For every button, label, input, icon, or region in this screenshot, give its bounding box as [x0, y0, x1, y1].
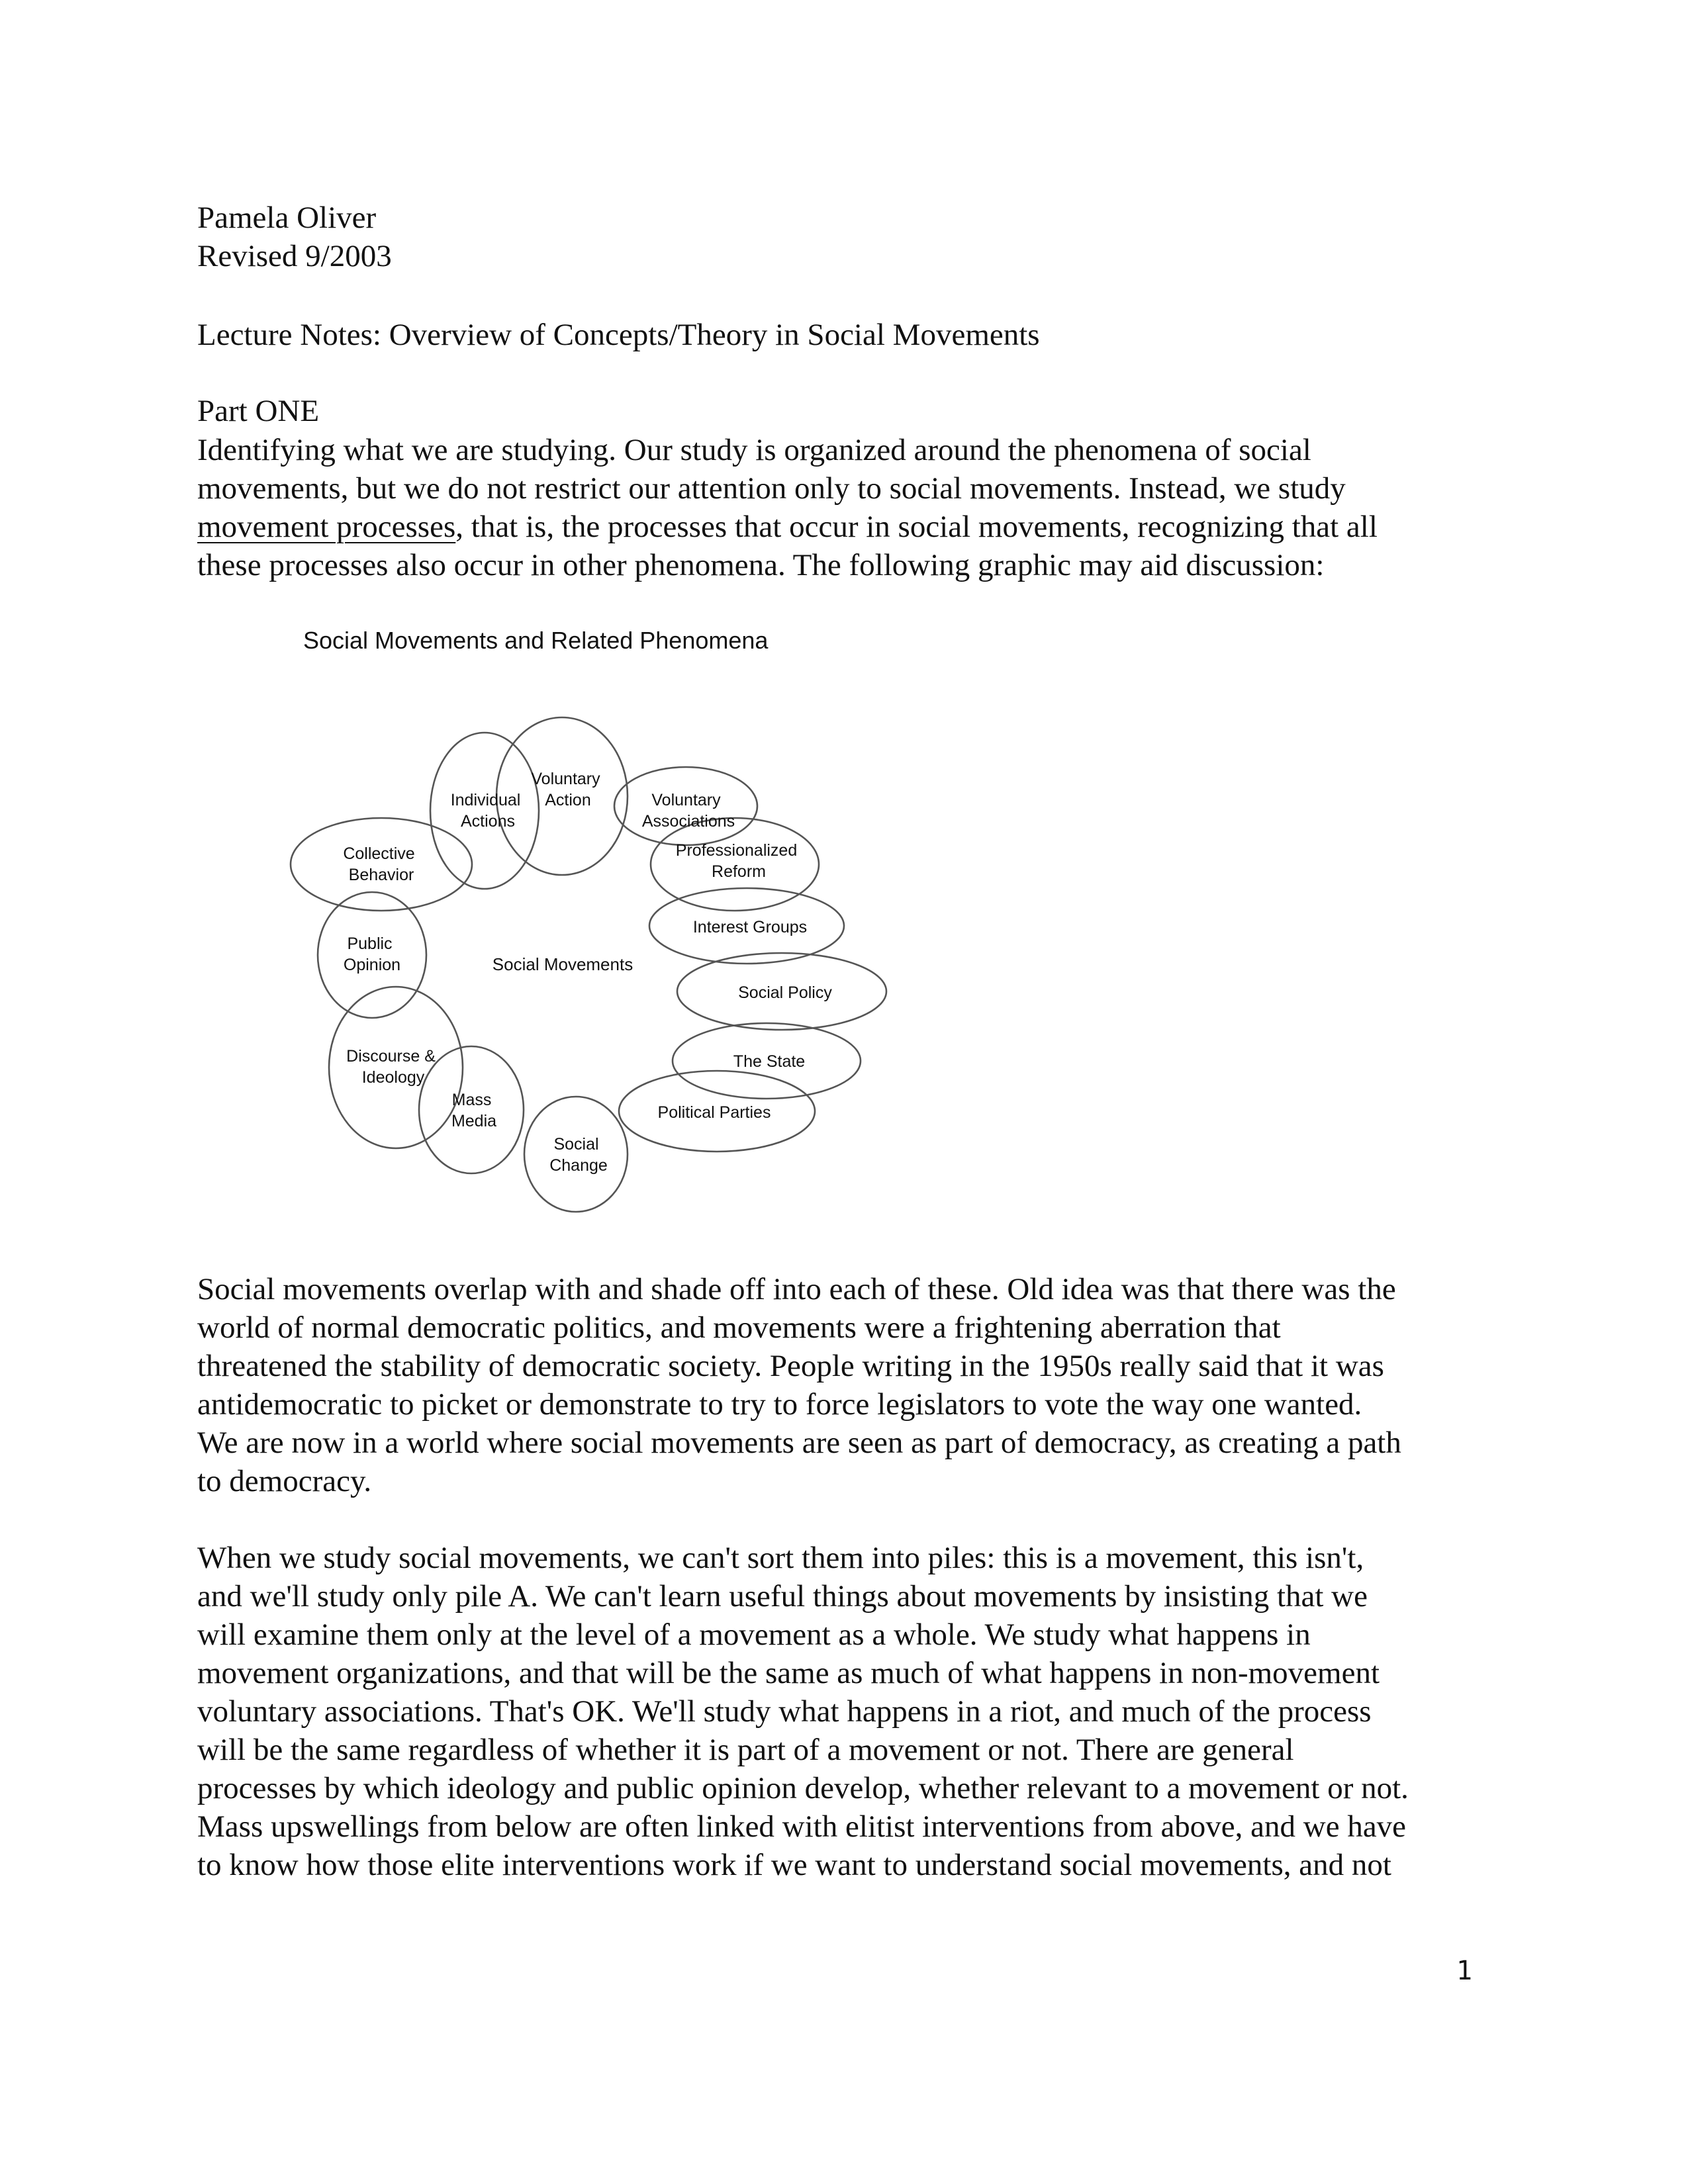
- paragraph2-line-1: When we study social movements, we can't sort them into piles: this is a movement, this isn't,: [197, 1541, 1364, 1575]
- label-voluntary-associations: Voluntary Associations: [641, 791, 735, 831]
- paragraph1-line-4: antidemocratic to picket or demonstrate to try to force legislators to vote the way one wanted.: [197, 1387, 1362, 1422]
- node-ellipse-social-change: [524, 1097, 628, 1212]
- intro-line-3-rest: , that is, the processes that occur in social movements, recognizing that all: [455, 510, 1378, 544]
- node-ellipse-professionalized-reform: [651, 818, 819, 911]
- paragraph2-line-8: Mass upswellings from below are often linked with elitist interventions from above, and we have: [197, 1809, 1407, 1844]
- label-discourse-ideology: Discourse & Ideology: [346, 1047, 436, 1087]
- paragraph1-line-1: Social movements overlap with and shade off into each of these. Old idea was that there was the: [197, 1272, 1396, 1306]
- paragraph2-line-3: will examine them only at the level of a movement as a whole. We study what happens in: [197, 1617, 1311, 1652]
- node-ellipse-political-parties: [619, 1071, 815, 1152]
- author-name: Pamela Oliver: [197, 201, 377, 235]
- paragraph2-line-5: voluntary associations. That's OK. We'll study what happens in a riot, and much of the process: [197, 1694, 1372, 1729]
- diagram-center-label: Social Movements: [492, 954, 633, 974]
- revision-date: Revised 9/2003: [197, 239, 392, 273]
- node-ellipse-social-policy: [677, 953, 886, 1030]
- node-ellipse-voluntary-action: [496, 717, 628, 875]
- label-individual-actions: Individual Actions: [450, 791, 521, 831]
- node-ellipse-mass-media: [419, 1046, 524, 1173]
- node-ellipse-interest-groups: [649, 888, 844, 964]
- label-the-state: The State: [733, 1052, 806, 1071]
- label-voluntary-action: Voluntary Action: [531, 770, 600, 809]
- label-interest-groups: Interest Groups: [692, 918, 808, 936]
- node-ellipse-voluntary-associations: [614, 767, 757, 845]
- part-heading: Part ONE: [197, 394, 320, 428]
- node-ellipse-the-state: [673, 1023, 861, 1099]
- paragraph2-line-4: movement organizations, and that will be the same as much of what happens in non-movement: [197, 1656, 1380, 1690]
- label-social-policy: Social Policy: [738, 983, 832, 1002]
- intro-line-3: [197, 512, 1378, 543]
- label-political-parties: Political Parties: [657, 1103, 771, 1122]
- document-title: Lecture Notes: Overview of Concepts/Theory in Social Movements: [197, 318, 1040, 352]
- intro-line-1: Identifying what we are studying. Our study is organized around the phenomena of social: [197, 433, 1311, 467]
- underlined-term: movement processes: [197, 510, 456, 544]
- node-ellipse-public-opinion: [318, 892, 426, 1018]
- paragraph2-line-9: to know how those elite interventions work if we want to understand social movements, and not: [197, 1848, 1391, 1882]
- paragraph1-line-5: We are now in a world where social movements are seen as part of democracy, as creating a path: [197, 1426, 1401, 1460]
- label-collective-behavior: Collective Behavior: [343, 844, 415, 884]
- label-public-opinion: Public Opinion: [343, 934, 401, 974]
- intro-line-2: movements, but we do not restrict our attention only to social movements. Instead, we study: [197, 471, 1346, 506]
- intro-line-4: these processes also occur in other phenomena. The following graphic may aid discussion:: [197, 548, 1325, 582]
- paragraph2-line-7: processes by which ideology and public opinion develop, whether relevant to a movement or not.: [197, 1771, 1409, 1805]
- label-mass-media: Mass Media: [451, 1091, 497, 1130]
- label-professionalized-reform: Professionalized Reform: [675, 841, 798, 881]
- page-number: 1: [1456, 1956, 1473, 1986]
- node-ellipse-individual-actions: [430, 733, 539, 889]
- label-social-change: Social Change: [549, 1135, 608, 1175]
- paragraph2-line-2: and we'll study only pile A. We can't learn useful things about movements by insisting that we: [197, 1579, 1368, 1614]
- diagram-title: Social Movements and Related Phenomena: [303, 627, 769, 654]
- paragraph2-line-6: will be the same regardless of whether it is part of a movement or not. There are general: [197, 1733, 1294, 1767]
- node-ellipse-collective-behavior: [291, 818, 472, 911]
- paragraph1-line-2: world of normal democratic politics, and movements were a frightening aberration that: [197, 1310, 1281, 1345]
- paragraph1-line-6: to democracy.: [197, 1464, 372, 1498]
- node-ellipse-discourse-ideology: [329, 987, 463, 1148]
- paragraph1-line-3: threatened the stability of democratic society. People writing in the 1950s really said that it was: [197, 1349, 1384, 1383]
